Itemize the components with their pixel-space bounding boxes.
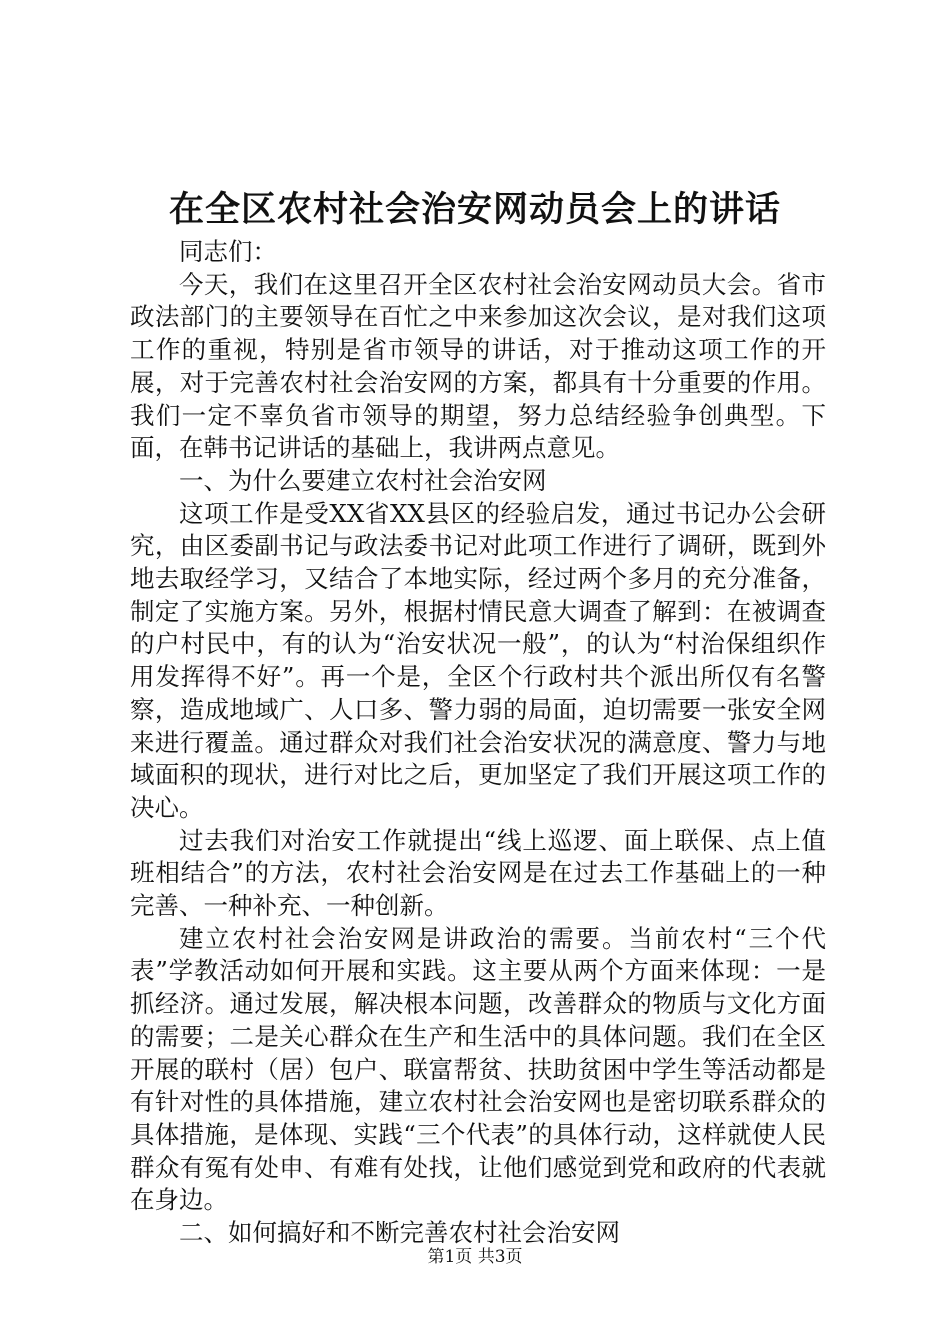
body-paragraph: 建立农村社会治安网是讲政治的需要。当前农村“三个代表”学教活动如何开展和实践。这主要从两个方面来体现：一是抓经济。通过发展，解决根本问题，改善群众的物质与文化方面的需要；二是关心群众在生产和生活中的具体问题。我们在全区开展的联村（居）包户、联富帮贫、扶助贫困中学生等活动都是有针对性的具体措施，建立农村社会治安网也是密切联系群众的具体措施，是体现、实践“三个代表”的具体行动，这样就使人民群众有冤有处申、有难有处找，让他们感觉到党和政府的代表就在身边。 xyxy=(130,923,826,1215)
section-heading: 二、如何搞好和不断完善农村社会治安网 xyxy=(179,1218,620,1248)
salutation-paragraph: 同志们： xyxy=(179,237,277,266)
document-body xyxy=(130,236,826,1250)
section-heading: 一、为什么要建立农村社会治安网 xyxy=(179,465,547,495)
body-paragraph: 过去我们对治安工作就提出“线上巡逻、面上联保、点上值班相结合”的方法，农村社会治安网是在过去工作基础上的一种完善、一种补充、一种创新。 xyxy=(130,825,826,921)
page-number-footer: 第1页 共3页 xyxy=(427,1247,523,1267)
body-paragraph: 这项工作是受XX省XX县区的经验启发，通过书记办公会研究，由区委副书记与政法委书记对此项工作进行了调研，既到外地去取经学习，又结合了本地实际，经过两个多月的充分准备，制定了实施方案。另外，根据村情民意大调查了解到：在被调查的户村民中，有的认为“治安状况一般”，的认为“村治保组织作用发挥得不好”。再一个是，全区个行政村共个派出所仅有名警察，造成地域广、人口多、警力弱的局面，迫切需要一张安全网来进行覆盖。通过群众对我们社会治安状况的满意度、警力与地域面积的现状，进行对比之后，更加坚定了我们开展这项工作的决心。 xyxy=(130,498,826,822)
document-title: 在全区农村社会治安网动员会上的讲话 xyxy=(168,189,781,230)
body-paragraph: 今天，我们在这里召开全区农村社会治安网动员大会。省市政法部门的主要领导在百忙之中来参加这次会议，是对我们这项工作的重视，特别是省市领导的讲话，对于推动这项工作的开展，对于完善农村社会治安网的方案，都具有十分重要的作用。我们一定不辜负省市领导的期望，努力总结经验争创典型。下面，在韩书记讲话的基础上，我讲两点意见。 xyxy=(130,269,826,463)
